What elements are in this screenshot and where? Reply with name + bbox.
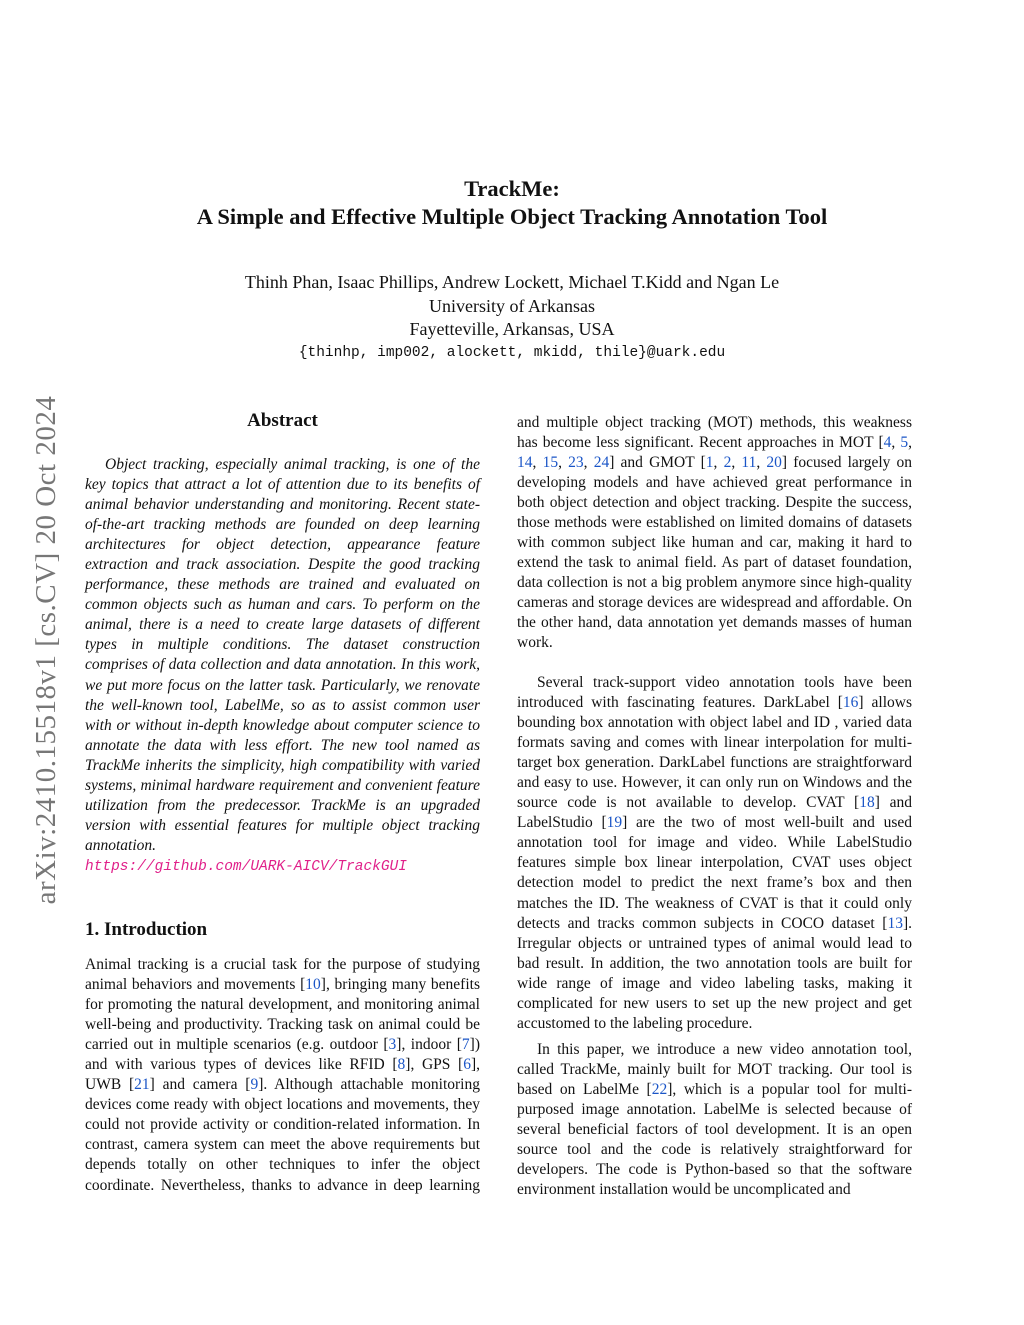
affiliation-institution: University of Arkansas (429, 296, 595, 316)
intro-paragraph-2: Several track-support video annotation tools have been introduced with fascinating features. DarkLabel [16] allows bounding box annotation with object label and ID , varied data formats saving and comes with linear interpolation for multi-target box generation. DarkLabel functions are straightforward and easy to use. However, it can only run on Windows and the source code is not available to develop. CVAT [18] and LabelStudio [19] are the two of most well-built and used annotation tool for image and video. While LabelStudio features simple box linear interpolation, CVAT uses object detection model to predict the next frame’s box and then matches the ID. The weakness of CVAT is that it could only detects and tracks common subjects in COCO dataset [13]. Irregular objects or untrained types of animal would lead to bad result. In addition, the two annotation tools are built for wide range of image and video labeling tasks, making it complicated for new users to set up the new project and get accustomed to the labeling procedure. (517, 674, 912, 1032)
intro-paragraph-3: In this paper, we introduce a new video annotation tool, called TrackMe, mainly built for MOT tracking. Our tool is based on LabelMe [22], which is a popular tool for multi-purposed image annotation. LabelMe is selected because of several beneficial factors of tool development. It is an open source tool and the code is relatively straightforward for developers. The code is Python-based so that the software environment installation would be uncomplicated and (517, 1040, 912, 1199)
affiliation-location: Fayetteville, Arkansas, USA (409, 319, 615, 339)
intro-column-right (517, 673, 912, 1200)
paper-title-line2: A Simple and Effective Multiple Object Tracking Annotation Tool (196, 204, 828, 229)
abstract-heading: Abstract (247, 410, 318, 431)
authors: Thinh Phan, Isaac Phillips, Andrew Lockett, Michael T.Kidd and Ngan Le (244, 272, 780, 292)
paper-title-line1: TrackMe: (464, 176, 560, 201)
intro-column-right-continuation (517, 413, 912, 653)
author-emails: {thinhp, imp002, alockett, mkidd, thile}@uark.edu (298, 345, 726, 361)
arxiv-stamp: arXiv:2410.15518v1 [cs.CV] 20 Oct 2024 (30, 395, 62, 905)
introduction-heading: 1. Introduction (85, 919, 208, 940)
abstract-section (85, 455, 480, 877)
github-link[interactable]: https://github.com/UARK-AICV/TrackGUI (85, 858, 407, 875)
abstract-body: Object tracking, especially animal tracking, is one of the key topics that attract a lot of attention due to its benefits of animal behavior understanding and monitoring. Recent state-of-the-art tracking methods are founded on deep learning architectures for object detection, appearance feature extraction and track association. Despite the good tracking performance, these methods are trained and evaluated on common objects such as human and cars. To perform on the animal, there is a need to create large datasets of different types in multiple conditions. The dataset construction comprises of data collection and data annotation. In this work, we put more focus on the latter task. Particularly, we renovate the well-known tool, LabelMe, so as to assist common user with or without in-depth knowledge about computer science to annotate the data with less effort. The new tool named as TrackMe inherits the simplicity, high compatibility with varied systems, minimal hardware requirement and convenient feature utilization from the predecessor. TrackMe is an upgraded version with essential features for multiple object tracking annotation. (85, 456, 480, 854)
intro-paragraph-1-continued: and multiple object tracking (MOT) methods, this weakness has become less significant. Recent approaches in MOT [4, 5, 14, 15, 23, 24] and GMOT [1, 2, 11, 20] focused largely on developing models and have achieved great performance in both object detection and object tracking. Despite the success, those methods were established on limited domains of datasets with common subject like human and car, making it hard to extend the task to animal field. As part of dataset foundation, data collection is not a big problem anymore since high-quality cameras and storage devices are widespread and affordable. On the other hand, data annotation yet demands masses of human work. (517, 413, 912, 652)
intro-column-left (85, 955, 480, 1195)
intro-paragraph-1: Animal tracking is a crucial task for the purpose of studying animal behaviors and movements [10], bringing many benefits for promoting the natural development, and monitoring animal well-being and productivity. Tracking task on animal could be carried out in multiple scenarios (e.g. outdoor [3], indoor [7]) and with various types of devices like RFID [8], GPS [6], UWB [21] and camera [9]. Although attachable monitoring devices come ready with object locations and movements, they could not provide activity or condition-related information. In contrast, camera system can meet the above requirements but depends totally on other techniques to infer the object coordinate. Nevertheless, thanks to advance in deep learning (85, 956, 480, 1194)
